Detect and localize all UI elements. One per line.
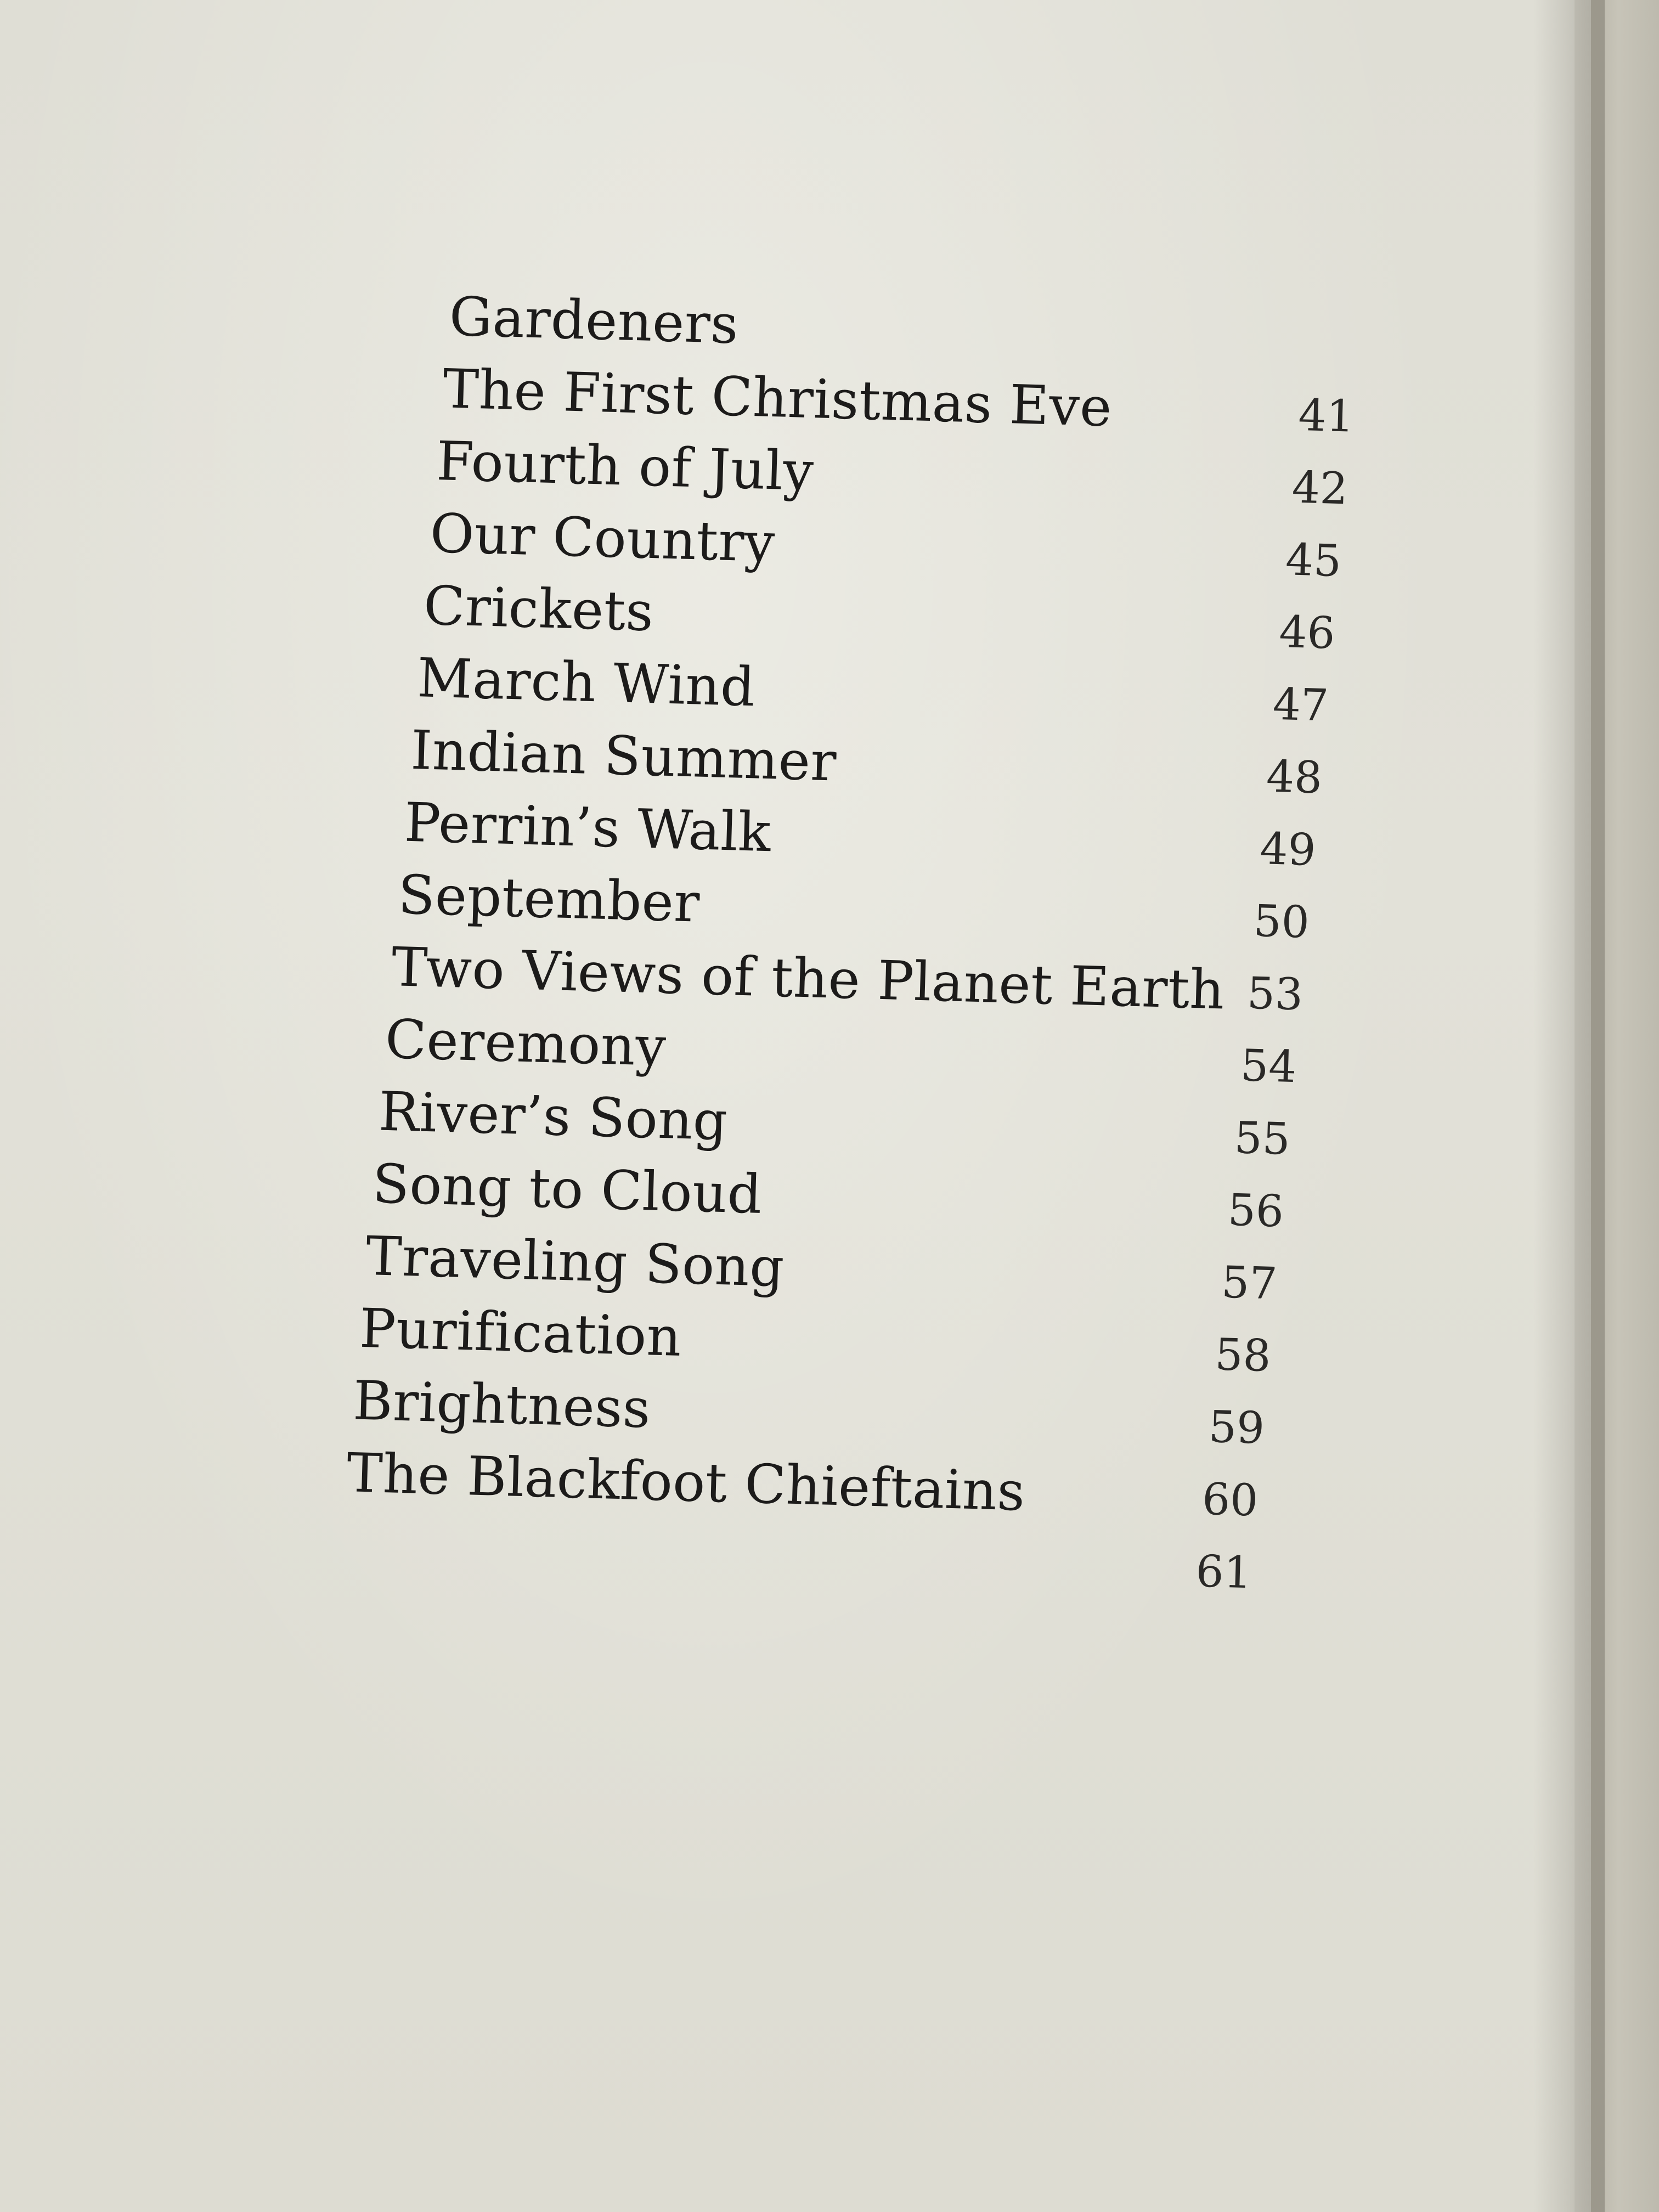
toc-entry-page: 60 [1201,1473,1259,1526]
toc-entry-page: 59 [1207,1401,1266,1454]
toc-entry-title: Fourth of July [436,430,815,504]
toc-entry-title: Ceremony [384,1008,667,1079]
toc-entry-page: 45 [1285,534,1342,587]
toc-entry-title: September [397,864,701,935]
toc-entry-title: Our Country [429,502,776,575]
toc-entry-page: 56 [1227,1184,1285,1237]
toc-entry-page: 49 [1259,823,1317,876]
toc-entry-page: 46 [1278,606,1336,659]
toc-entry-page: 50 [1252,895,1310,948]
toc-entry-title: Song to Cloud [371,1153,763,1227]
toc-entry-page: 42 [1291,461,1349,515]
toc-entry-page: 57 [1221,1256,1278,1310]
toc-entry-title: Traveling Song [365,1224,786,1300]
toc-entry-title: Indian Summer [410,719,838,794]
toc-entry-page: 58 [1214,1329,1272,1382]
toc-entry-title: River’s Song [377,1080,729,1153]
toc-entry-title: March Wind [416,647,756,719]
toc-entry-page: 41 [1297,389,1355,442]
toc-entry-page: 55 [1233,1112,1291,1165]
toc-entry-title: Brightness [352,1369,652,1441]
toc-entry-page: 54 [1240,1040,1297,1093]
toc-entry-page: 53 [1246,967,1304,1020]
toc-entry-title: The Blackfoot Chieftains [346,1442,1026,1523]
toc-entry-title: Crickets [422,574,654,644]
toc-entry-title: The First Christmas Eve [442,358,1113,439]
toc-entry-title: Two Views of the Planet Earth [391,936,1226,1022]
toc-entry-title: Gardeners [448,285,740,357]
toc-entry-title: Purification [358,1297,682,1369]
toc-entry-page: 61 [1195,1545,1252,1599]
toc-entry-page: 48 [1265,751,1323,804]
toc-entry-title: Perrin’s Walk [403,791,772,865]
toc-entry-page: 47 [1272,678,1330,731]
